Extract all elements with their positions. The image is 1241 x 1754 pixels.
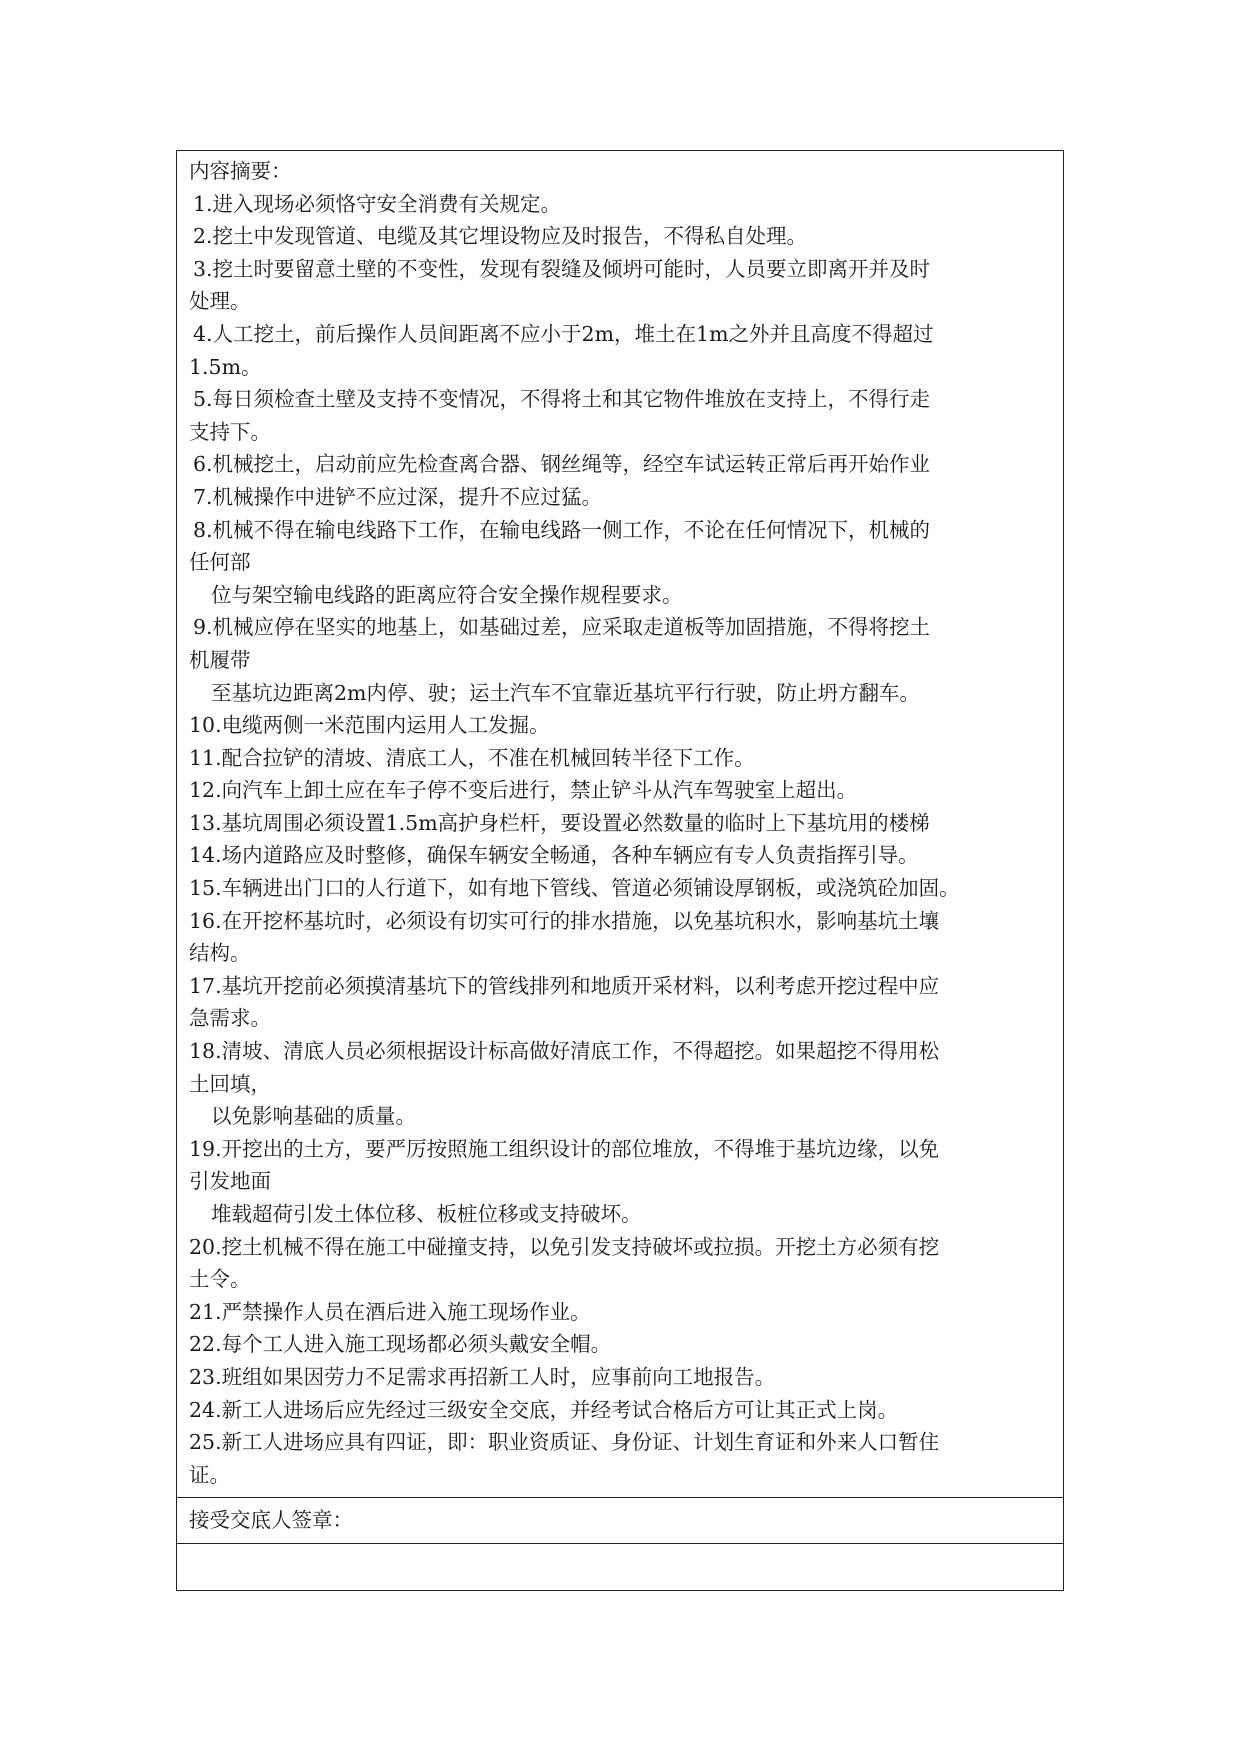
rule-line: 10.电缆两侧一米范围内运用人工发掘。 — [189, 713, 550, 738]
rule-line: 1.5m。 — [189, 354, 262, 379]
rule-line: 结构。 — [189, 941, 251, 966]
rule-line: 3.挖土时要留意土壁的不变性，发现有裂缝及倾坍可能时，人员要立即离开并及时 — [193, 256, 931, 281]
disclosure-table — [176, 150, 1064, 1591]
rule-line: 25.新工人进场应具有四证，即：职业资质证、身份证、计划生育证和外来人口暂住 — [189, 1430, 940, 1455]
rule-line: 堆载超荷引发土体位移、板桩位移或支持破坏。 — [211, 1202, 642, 1226]
rule-line: 位与架空输电线路的距离应符合安全操作规程要求。 — [211, 582, 683, 607]
rule-line: 2.挖土中发现管道、电缆及其它埋设物应及时报告，不得私自处理。 — [193, 224, 808, 249]
rule-line: 土回填， — [189, 1071, 271, 1096]
rule-line: 13.基坑周围必须设置1.5m高护身栏杆，要设置必然数量的临时上下基坑用的楼梯 — [189, 810, 930, 835]
rule-line: 至基坑边距离2m内停、驶；运土汽车不宜靠近基坑平行行驶，防止坍方翻车。 — [211, 680, 920, 705]
rule-line: 6.机械挖土，启动前应先检查离合器、钢丝绳等，经空车试运转正常后再开始作业 — [193, 452, 931, 477]
rule-line: 急需求。 — [189, 1006, 271, 1031]
rule-line: 21.严禁操作人员在酒后进入施工现场作业。 — [189, 1299, 591, 1324]
rule-line: 8.机械不得在输电线路下工作，在输电线路一侧工作，不论在任何情况下，机械的 — [193, 517, 931, 542]
rule-line: 任何部 — [189, 550, 251, 575]
safety-rules-list — [189, 188, 1059, 1492]
rule-line: 以免影响基础的质量。 — [211, 1104, 416, 1129]
rule-line: 20.挖土机械不得在施工中碰撞支持，以免引发支持破坏或拉损。开挖土方必须有挖 — [189, 1234, 940, 1259]
rule-line: 7.机械操作中进铲不应过深，提升不应过猛。 — [193, 484, 603, 509]
rule-line: 机履带 — [189, 647, 251, 672]
rule-line: 土令。 — [189, 1267, 251, 1292]
rule-line: 11.配合拉铲的清坡、清底工人，不准在机械回转半径下工作。 — [189, 745, 755, 770]
content-summary-heading: 内容摘要： — [189, 159, 292, 183]
content-summary-cell — [177, 151, 1063, 1498]
rule-line: 引发地面 — [189, 1169, 271, 1194]
rule-line: 18.清坡、清底人员必须根据设计标高做好清底工作，不得超挖。如果超挖不得用松 — [189, 1039, 940, 1064]
rule-line: 23.班组如果因劳力不足需求再招新工人时，应事前向工地报告。 — [189, 1364, 776, 1389]
rule-line: 处理。 — [189, 289, 251, 314]
rule-line: 4.人工挖土，前后操作人员间距离不应小于2m，堆土在1m之外并且高度不得超过 — [193, 321, 934, 346]
rule-line: 15.车辆进出门口的人行道下，如有地下管线、管道必须铺设厚钢板，或浇筑砼加固。 — [189, 876, 960, 901]
rule-line: 17.基坑开挖前必须摸清基坑下的管线排列和地质开采材料，以利考虑开挖过程中应 — [189, 973, 940, 998]
rule-line: 22.每个工人进入施工现场都必须头戴安全帽。 — [189, 1332, 612, 1357]
rule-line: 12.向汽车上卸土应在车子停不变后进行，禁止铲斗从汽车驾驶室上超出。 — [189, 778, 858, 803]
signature-cell — [177, 1498, 1063, 1544]
rule-line: 14.场内道路应及时整修，确保车辆安全畅通，各种车辆应有专人负责指挥引导。 — [189, 843, 919, 868]
signature-blank-row — [177, 1544, 1063, 1590]
rule-line: 24.新工人进场后应先经过三级安全交底，并经考试合格后方可让其正式上岗。 — [189, 1397, 899, 1422]
rule-line: 支持下。 — [189, 419, 271, 444]
rule-line: 证。 — [189, 1462, 230, 1487]
rule-line: 16.在开挖杯基坑时，必须设有切实可行的排水措施，以免基坑积水，影响基坑土壤 — [189, 908, 940, 933]
rule-line: 1.进入现场必须恪守安全消费有关规定。 — [193, 191, 562, 216]
signature-label: 接受交底人签章： — [189, 1508, 353, 1533]
rule-line: 9.机械应停在坚实的地基上，如基础过差，应采取走道板等加固措施，不得将挖土 — [193, 615, 931, 640]
rule-line: 5.每日须检查土壁及支持不变情况，不得将土和其它物件堆放在支持上，不得行走 — [193, 387, 931, 412]
rule-line: 19.开挖出的土方，要严厉按照施工组织设计的部位堆放，不得堆于基坑边缘，以免 — [189, 1136, 940, 1161]
